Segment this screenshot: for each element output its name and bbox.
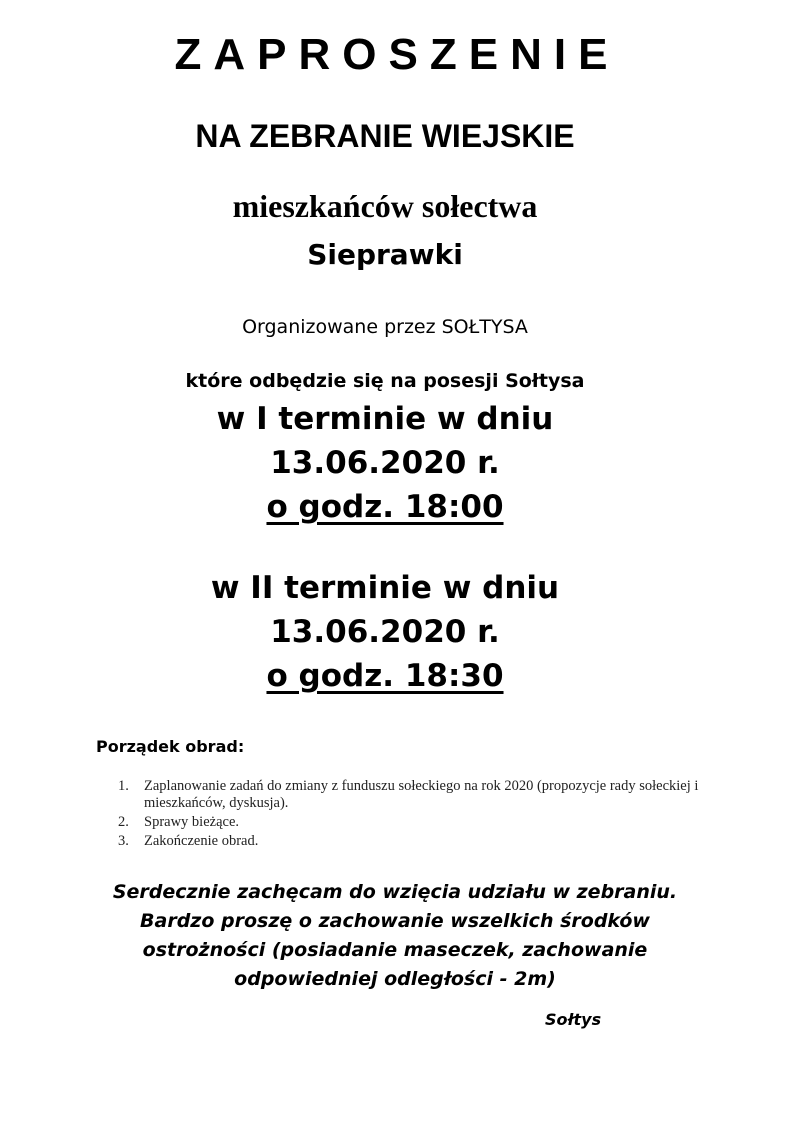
closing-line: ostrożności (posiadanie maseczek, zachowanie xyxy=(142,939,648,961)
agenda-item xyxy=(118,814,768,831)
agenda-item-number: 2. xyxy=(118,814,129,830)
document-title: ZAPROSZENIE xyxy=(174,30,620,79)
agenda-item-text: Zakończenie obrad. xyxy=(144,833,259,849)
closing-line: odpowiedniej odległości - 2m) xyxy=(234,968,556,990)
agenda-list xyxy=(118,778,768,852)
agenda-item xyxy=(118,833,768,850)
closing-line: Bardzo proszę o zachowanie wszelkich środków xyxy=(140,910,650,932)
organizer-text: Organizowane przez SOŁTYSA xyxy=(242,316,528,338)
agenda-heading: Porządek obrad: xyxy=(96,737,245,756)
agenda-item-number: 1. xyxy=(118,778,129,794)
residents-heading: mieszkańców sołectwa xyxy=(232,188,538,224)
agenda-item-text: Sprawy bieżące. xyxy=(144,814,240,830)
second-term-label: w II terminie w dniu xyxy=(210,570,560,606)
second-term-date: 13.06.2020 r. xyxy=(270,614,500,650)
agenda-item-text: Zaplanowanie zadań do zmiany z funduszu sołeckiego na rok 2020 (propozycje rady sołeckiej i mieszkańców, dyskusja). xyxy=(144,778,699,811)
venue-text: które odbędzie się na posesji Sołtysa xyxy=(185,370,585,392)
first-term-date: 13.06.2020 r. xyxy=(270,445,500,481)
document-subtitle: NA ZEBRANIE WIEJSKIE xyxy=(195,118,575,154)
agenda-item-number: 3. xyxy=(118,833,129,849)
second-term-time: o godz. 18:30 xyxy=(266,658,504,694)
first-term-label: w I terminie w dniu xyxy=(216,401,554,437)
closing-message xyxy=(0,878,790,994)
village-name: Sieprawki xyxy=(307,238,463,271)
closing-line: Serdecznie zachęcam do wzięcia udziału w zebraniu. xyxy=(112,881,678,903)
first-term-time: o godz. 18:00 xyxy=(266,489,504,525)
signature: Sołtys xyxy=(545,1010,602,1029)
agenda-item xyxy=(118,778,768,812)
